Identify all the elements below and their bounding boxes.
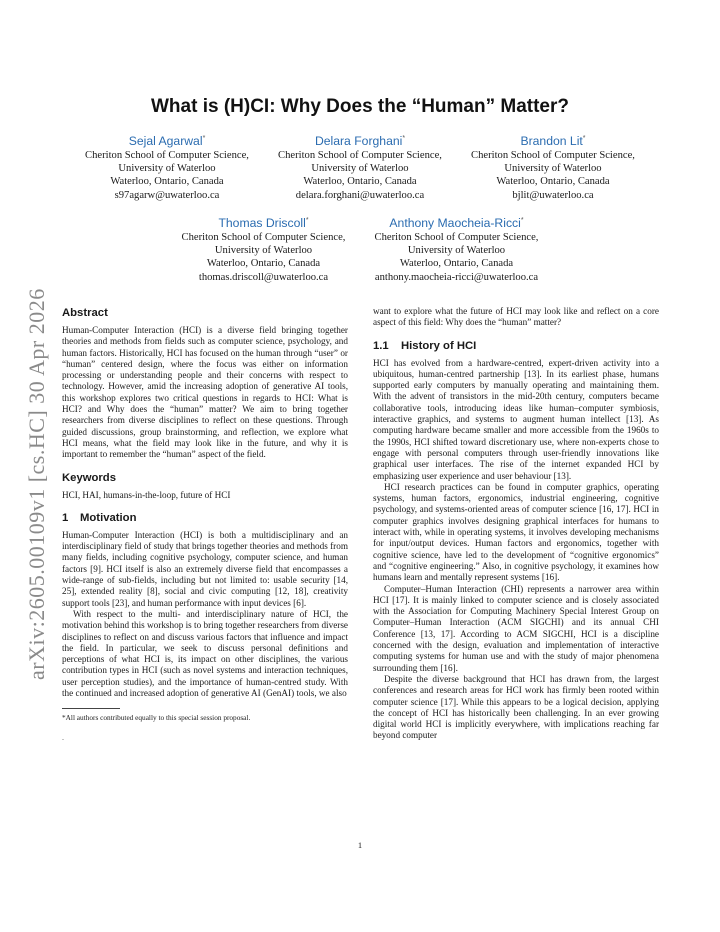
footnote-dot: .	[62, 732, 64, 742]
author-location: Waterloo, Ontario, Canada	[206, 258, 321, 270]
arxiv-stamp: arXiv:2605.00109v1 [cs.HC] 30 Apr 2026	[24, 288, 49, 680]
paragraph: With respect to the multi- and interdisciplinary nature of HCI, the motivation behind this workshop is to bring together researchers from diverse disciplines to reflect on and discuss various factors that influence and impact the field. In particular, we seek to discuss personal definitions and perceptions of what HCI is, its impact on other disciplines, the various contribution types in HCI (such as novel systems and interaction techniques, user perception studies), and the importance of human-centred study. With the continued and increased adoption of generative AI (GenAI) tools, we also	[62, 608, 348, 699]
author-name[interactable]: Sejal Agarwal	[128, 134, 203, 149]
author-dept: Cheriton School of Computer Science,	[374, 232, 539, 244]
footnote: *All authors contributed equally to this special session proposal.	[62, 713, 251, 723]
author-dept: Cheriton School of Computer Science,	[85, 150, 249, 162]
abstract-heading: Abstract	[62, 307, 108, 319]
paragraph: want to explore what the future of HCI may look like and reflect on a core aspect of this field: Why does the “human” matter?	[373, 306, 659, 328]
author-univ: University of Waterloo	[311, 163, 409, 175]
equal-contribution-mark: *	[520, 217, 524, 224]
author-block	[71, 131, 264, 202]
paragraph: HCI research practices can be found in computer graphics, operating systems, human factors, ergonomics, industrial engineering, cognitive psychology, and systems-oriented areas of computer science [16, 17]. HCI in computer graphics involves designing graphical interfaces for humans to interact with, while in operating systems, it involves developing mechanisms for input/output devices. Human factors and ergonomics, together with cognitive science, have led to the development of “cognitive ergonomics” and “cognitive engineering.” Also, in cognitive psychology, it examines how humans learn and mentally represent systems [16].	[373, 481, 659, 583]
author-email[interactable]: bjlit@uwaterloo.ca	[512, 189, 594, 201]
author-name[interactable]: Brandon Lit	[520, 134, 583, 149]
author-row-2	[60, 213, 660, 284]
author-block	[167, 213, 360, 284]
author-univ: University of Waterloo	[504, 163, 602, 175]
author-univ: University of Waterloo	[118, 163, 216, 175]
left-column	[62, 306, 348, 743]
author-name[interactable]: Anthony Maocheia-Ricci	[389, 216, 521, 231]
author-email[interactable]: s97agarw@uwaterloo.ca	[114, 189, 220, 201]
author-email[interactable]: delara.forghani@uwaterloo.ca	[295, 189, 425, 201]
paragraph: HCI has evolved from a hardware-centred, expert-driven activity into a ubiquitous, human-centred partnership [13]. In its earliest phase, humans supported early computers by manually operating and maintaining them. With the advent of transistors in the mid-20th century, computers became collaborative tools, introducing ideas like human–computer symbiosis, interactive graphics, and systems to augment human intellect [13]. As computing hardware became smaller and more accessible from the 1960s to the 1990s, HCI shifted toward discretionary use, where non-experts chose to engage with personal computers through user-friendly innovations like graphical user interfaces. The rise of the internet expanded HCI by emphasizing user experience and user behaviour [13].	[373, 357, 659, 481]
author-email[interactable]: thomas.driscoll@uwaterloo.ca	[198, 271, 329, 283]
right-column	[373, 306, 659, 742]
author-block	[360, 213, 553, 284]
author-block	[457, 131, 650, 202]
section-heading-history	[373, 339, 659, 353]
author-dept: Cheriton School of Computer Science,	[181, 232, 346, 244]
author-univ: University of Waterloo	[407, 245, 506, 257]
author-dept: Cheriton School of Computer Science,	[471, 150, 635, 162]
author-location: Waterloo, Ontario, Canada	[110, 176, 224, 188]
paragraph: Computer–Human Interaction (CHI) represents a narrower area within HCI [17]. It is mainly linked to computer science and is closely associated with the Association for Computing Machinery Special Interest Group on Computer–Human Interaction (ACM SIGCHI) and its annual CHI Conference [13, 17]. According to ACM SIGCHI, HCI is a discipline concerned with the design, evaluation and implementation of interactive computing systems for human use and with the study of major phenomena surrounding them [16].	[373, 583, 659, 673]
author-location: Waterloo, Ontario, Canada	[399, 258, 514, 270]
author-univ: University of Waterloo	[214, 245, 313, 257]
author-name[interactable]: Thomas Driscoll	[218, 216, 306, 231]
author-location: Waterloo, Ontario, Canada	[496, 176, 610, 188]
paragraph: Human-Computer Interaction (HCI) is both a multidisciplinary and an interdisciplinary field of study that brings together theories and methods from many fields, including cognitive psychology, computer science, and human factors [9]. HCI itself is also an extremely diverse field that encompasses a wide-range of sub-fields, including but not limited to: usable security [14, 25], extended reality [8], social and civic computing [12, 18], creativity support tools [23], and human performance with input devices [6].	[62, 529, 348, 608]
section-number: 1	[62, 511, 69, 524]
author-dept: Cheriton School of Computer Science,	[278, 150, 442, 162]
section-title: History of HCI	[401, 339, 477, 352]
keywords-heading: Keywords	[62, 471, 116, 484]
author-email[interactable]: anthony.maocheia-ricci@uwaterloo.ca	[374, 271, 539, 283]
equal-contribution-mark: *	[402, 135, 406, 142]
equal-contribution-mark: *	[202, 135, 206, 142]
section-title: Motivation	[80, 511, 137, 524]
author-row-1	[60, 131, 660, 202]
paper-title: What is (H)CI: Why Does the “Human” Matter?	[150, 96, 569, 117]
equal-contribution-mark: *	[305, 217, 309, 224]
section-number: 1.1	[373, 339, 389, 352]
footnote-rule	[62, 708, 120, 709]
paragraph: Despite the diverse background that HCI has drawn from, the largest conferences and research areas for HCI work has firmly been rooted within computer science [17]. While this appears to be a logical decision, applying the concept of HCI has historically been challenging. In an ever growing digital world HCI is implicitly everywhere, with implications reaching far beyond computer	[373, 673, 659, 741]
section-heading-motivation	[62, 511, 348, 525]
keywords-text: HCI, HAI, humans-in-the-loop, future of HCI	[62, 489, 231, 500]
page-number: 1	[357, 840, 363, 850]
author-name[interactable]: Delara Forghani	[314, 134, 403, 149]
author-location: Waterloo, Ontario, Canada	[303, 176, 417, 188]
equal-contribution-mark: *	[582, 135, 586, 142]
abstract-text: Human-Computer Interaction (HCI) is a diverse field bringing together theories and methods from fields such as computer science, psychology, and human factors. Historically, HCI has focused on the human through “user” or “human” centered design, where the focus was either on information processing or understanding people and their concerns with respect to technology. However, amid the increasing adoption of generative AI tools, this workshop explores two critical questions in regards to HCI: What is HCI? and Why does the “human” matter? We aim to bring together researchers from diverse disciplines to reflect on these questions. Through guided discussions, group brainstorming, and reflection, we explore what HCI means, what the field may look like in the future, and why it is important to remember the “human” aspect of the field.	[62, 325, 348, 460]
author-block	[264, 131, 457, 202]
